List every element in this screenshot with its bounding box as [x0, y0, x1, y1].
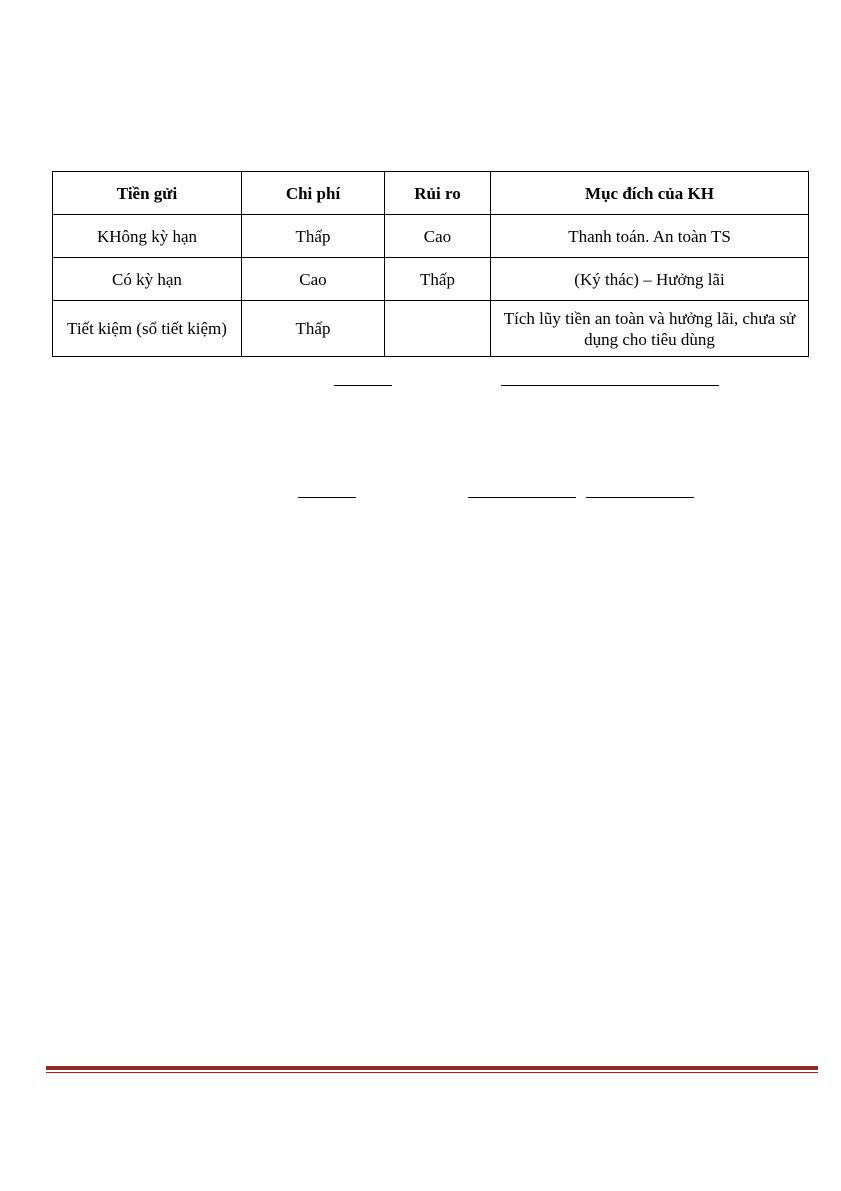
cell-cost: Thấp — [242, 215, 385, 258]
underline-blank — [334, 385, 392, 386]
table-header-row — [53, 172, 809, 215]
cell-risk: Thấp — [385, 258, 491, 301]
cell-cost: Cao — [242, 258, 385, 301]
table-row — [53, 301, 809, 357]
underline-blank — [468, 497, 576, 498]
underline-blank — [298, 497, 356, 498]
cell-risk — [385, 301, 491, 357]
footer-rule — [46, 1066, 818, 1073]
header-cost: Chi phí — [242, 172, 385, 215]
cell-deposit-type: Có kỳ hạn — [53, 258, 242, 301]
footer-rule-thick — [46, 1066, 818, 1070]
table-row — [53, 215, 809, 258]
cell-deposit-type: KHông kỳ hạn — [53, 215, 242, 258]
underline-blank — [501, 385, 719, 386]
deposit-comparison-table — [52, 171, 809, 357]
cell-risk: Cao — [385, 215, 491, 258]
table-row — [53, 258, 809, 301]
underline-blank — [586, 497, 694, 498]
header-risk: Rủi ro — [385, 172, 491, 215]
footer-rule-thin — [46, 1072, 818, 1073]
cell-customer-purpose: Thanh toán. An toàn TS — [491, 215, 809, 258]
cell-cost: Thấp — [242, 301, 385, 357]
cell-customer-purpose: Tích lũy tiền an toàn và hưởng lãi, chưa sử dụng cho tiêu dùng — [491, 301, 809, 357]
header-customer-purpose: Mục đích của KH — [491, 172, 809, 215]
header-deposit-type: Tiền gửi — [53, 172, 242, 215]
cell-deposit-type: Tiết kiệm (sổ tiết kiệm) — [53, 301, 242, 357]
cell-customer-purpose: (Ký thác) – Hưởng lãi — [491, 258, 809, 301]
